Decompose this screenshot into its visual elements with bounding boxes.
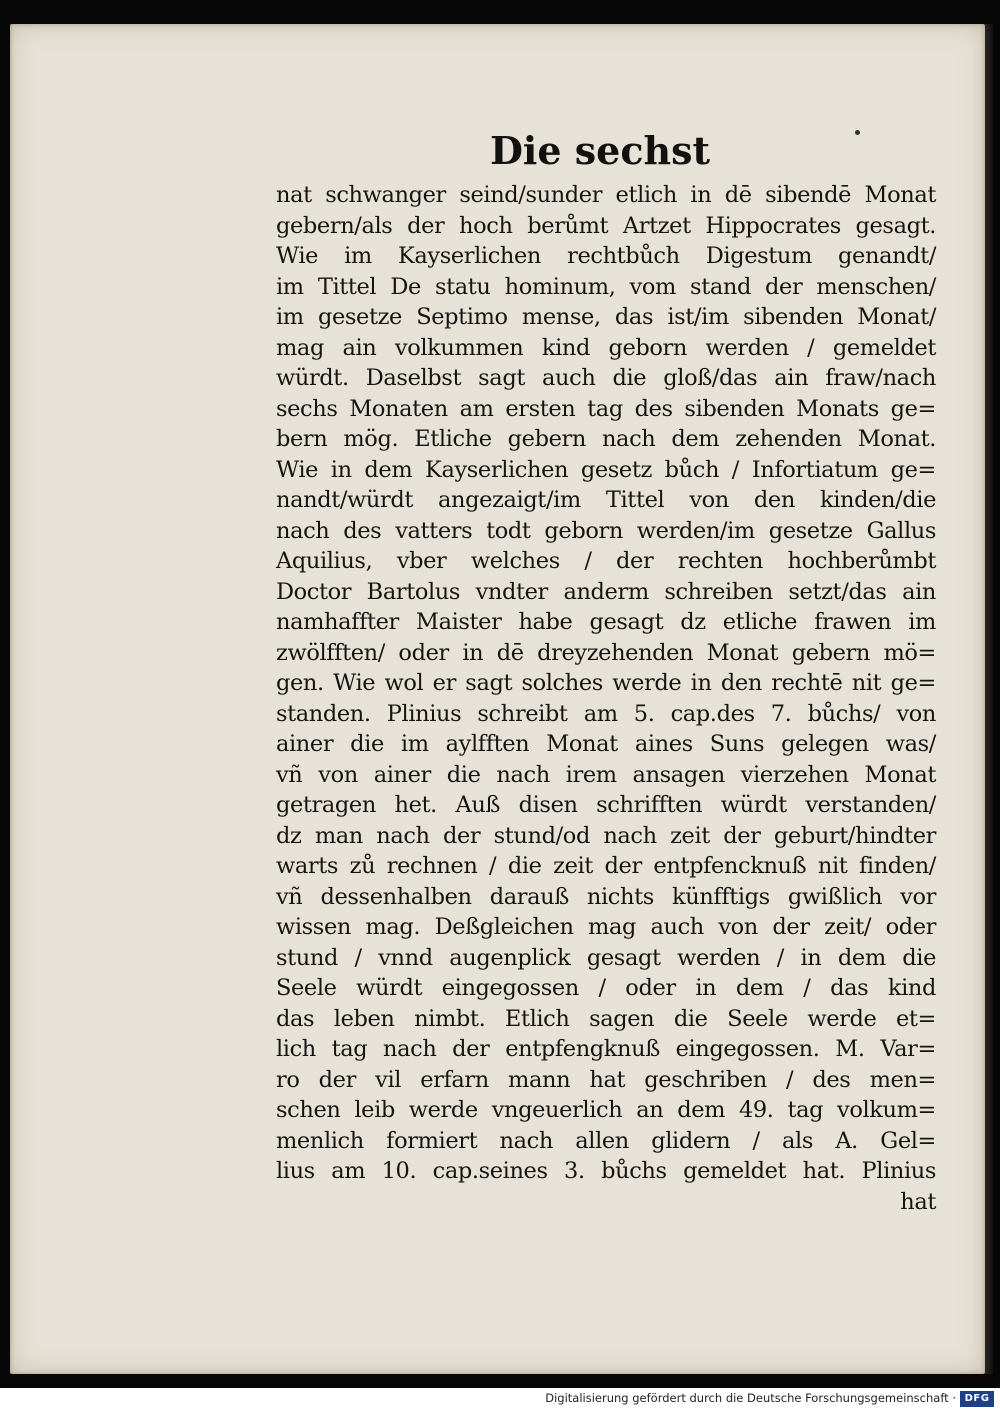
text-line: wissen mag. Deßgleichen mag auch von der zeit/ oder (276, 914, 936, 940)
text-line: nat schwanger seind/sunder etlich in dē sibendē Monat (276, 182, 936, 208)
text-line: Seele würdt eingegossen / oder in dem / das kind (276, 975, 936, 1001)
text-line: getragen het. Auß disen schrifften würdt verstanden/ (276, 792, 936, 818)
text-line: menlich formiert nach allen glidern / als A. Gel= (276, 1127, 936, 1154)
text-line: vñ dessenhalben darauß nichts künfftigs gwißlich vor (276, 883, 936, 910)
text-line: Doctor Bartolus vndter anderm schreiben setzt/das ain (276, 578, 936, 605)
text-line: namhaffter Maister habe gesagt dz etliche frawen im (276, 609, 936, 635)
text-line: stund / vnnd augenplick gesagt werden / in dem die (276, 944, 936, 971)
text-line: sechs Monaten am ersten tag des sibenden Monats ge= (276, 395, 936, 422)
text-line: ainer die im aylfften Monat aines Suns gelegen was/ (276, 731, 936, 757)
text-line: bern mög. Etliche gebern nach dem zehenden Monat. (276, 426, 936, 452)
text-line: vñ von ainer die nach irem ansagen vierzehen Monat (276, 761, 936, 788)
text-line: das leben nimbt. Etlich sagen die Seele werde et= (276, 1005, 936, 1032)
ink-offset-mark (150, 142, 162, 172)
text-line: hat (900, 1188, 936, 1215)
page-header: Die sechst (489, 128, 711, 173)
text-line: zwölfften/ oder in dē dreyzehenden Monat gebern mö= (276, 639, 936, 666)
text-line: dz man nach der stund/od nach zeit der geburt/hindter (276, 822, 936, 849)
text-line: ro der vil erfarn mann hat geschriben / des men= (276, 1066, 936, 1093)
text-line: gen. Wie wol er sagt solches werde in den rechtē nit ge= (276, 670, 936, 696)
text-line: lius am 10. cap.seines 3. bůchs gemeldet hat. Plinius (276, 1158, 936, 1184)
text-line: im Tittel De statu hominum, vom stand der menschen/ (276, 273, 936, 300)
text-line: Wie im Kayserlichen rechtbůch Digestum genandt/ (276, 243, 936, 269)
text-line: nandt/würdt angezaigt/im Tittel von den kinden/die (276, 487, 936, 513)
text-line: im gesetze Septimo mense, das ist/im sibenden Monat/ (276, 304, 936, 330)
text-line: gebern/als der hoch berůmt Artzet Hippocrates gesagt. (276, 212, 936, 239)
text-line: nach des vatters todt geborn werden/im gesetze Gallus (276, 517, 936, 544)
funding-credit: Digitalisierung gefördert durch die Deutsche Forschungsgemeinschaft · (545, 1391, 956, 1405)
text-line: lich tag nach der entpfengknuß eingegossen. M. Var= (276, 1036, 936, 1062)
dfg-logo[interactable]: DFG (960, 1391, 994, 1407)
text-line: schen leib werde vngeuerlich an dem 49. tag volkum= (276, 1097, 936, 1123)
body-text (276, 180, 936, 1217)
ink-speck (855, 130, 860, 135)
text-line: warts zů rechnen / die zeit der entpfencknuß nit finden/ (276, 853, 936, 879)
text-line: standen. Plinius schreibt am 5. cap.des 7. bůchs/ von (276, 700, 936, 727)
page-edge-shadow (985, 24, 993, 1374)
text-line: mag ain volkummen kind geborn werden / gemeldet (276, 334, 936, 361)
text-line: würdt. Daselbst sagt auch die gloß/das ain fraw/nach (276, 365, 936, 391)
text-line: Aquilius, vber welches / der rechten hochberůmbt (276, 548, 936, 574)
text-line: Wie in dem Kayserlichen gesetz bůch / Infortiatum ge= (276, 456, 936, 483)
footer-bar (0, 1388, 1000, 1410)
